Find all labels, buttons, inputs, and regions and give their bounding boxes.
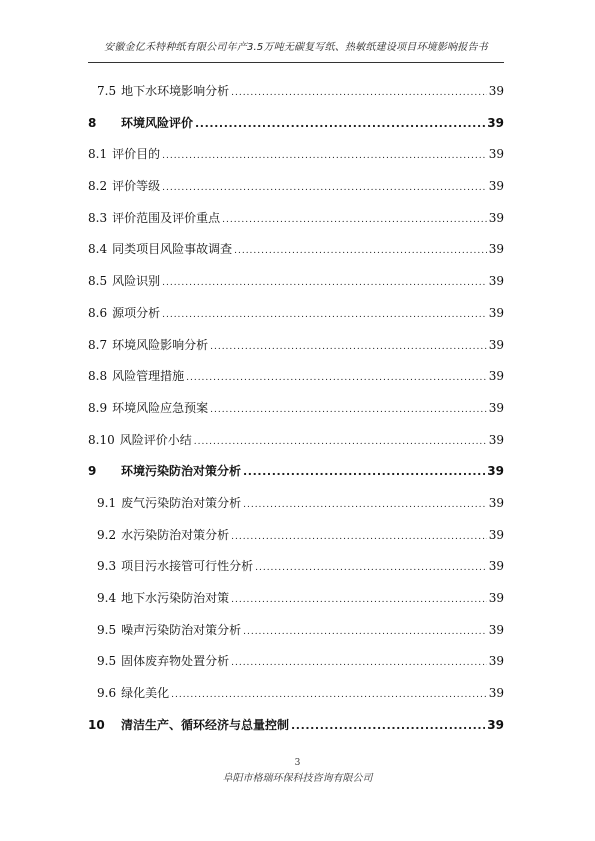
toc-entry-title: 废气污染防治对策分析: [121, 495, 242, 510]
toc-dot-leader: [291, 710, 485, 742]
toc-entry-number: 9.4: [97, 591, 117, 605]
toc-entry-page: 39: [488, 654, 504, 669]
toc-entry-title: 清洁生产、循环经济与总量控制: [121, 717, 290, 732]
toc-entry[interactable]: [88, 551, 504, 583]
toc-entry-title: 地下水环境影响分析: [121, 84, 230, 98]
toc-entry-title: 风险评价小结: [119, 432, 192, 447]
toc-entry-title: 项目污水接管可行性分析: [121, 559, 254, 574]
toc-dot-leader: [231, 648, 487, 680]
toc-entry-page: 39: [488, 337, 504, 352]
toc-entry-number: 9.6: [97, 686, 117, 701]
toc-entry[interactable]: [88, 361, 504, 393]
toc-entry-page: 39: [488, 591, 504, 605]
toc-dot-leader: [162, 141, 487, 173]
toc-entry-title: 绿化美化: [121, 686, 170, 701]
toc-entry[interactable]: [88, 393, 504, 425]
toc-entry-title: 环境风险应急预案: [112, 400, 209, 415]
toc-entry-title: 风险管理措施: [112, 369, 185, 384]
toc-entry[interactable]: [88, 203, 504, 235]
toc-entry-page: 39: [488, 369, 504, 384]
toc-entry-page: 39: [488, 210, 504, 225]
toc-entry[interactable]: [88, 646, 504, 678]
header-rule: [88, 62, 504, 63]
toc-entry-page: 39: [488, 400, 504, 415]
toc-entry-title: 源项分析: [112, 305, 161, 320]
toc-entry[interactable]: [88, 678, 504, 710]
toc-dot-leader: [255, 553, 487, 585]
toc-dot-leader: [162, 173, 487, 205]
toc-entry-page: 39: [488, 686, 504, 701]
toc-entry[interactable]: [88, 171, 504, 203]
toc-entry[interactable]: [88, 615, 504, 647]
toc-entry-page: 39: [488, 274, 504, 289]
toc-entry-number: 8: [88, 115, 97, 130]
toc-dot-leader: [171, 680, 487, 712]
toc-entry-page: 39: [487, 464, 504, 479]
toc-entry-page: 39: [488, 559, 504, 574]
toc-entry-page: 39: [488, 242, 504, 257]
toc-entry-number: 8.9: [88, 400, 108, 415]
toc-dot-leader: [162, 300, 487, 332]
toc-entry-title: 评价目的: [112, 147, 161, 162]
toc-entry-title: 风险识别: [112, 274, 161, 289]
toc-entry-page: 39: [488, 179, 504, 194]
toc-dot-leader: [231, 585, 487, 617]
toc-entry-number: 8.3: [88, 210, 108, 225]
toc-entry[interactable]: [88, 456, 504, 488]
toc-dot-leader: [222, 205, 487, 237]
toc-entry-title: 固体废弃物处置分析: [121, 654, 230, 669]
toc-dot-leader: [231, 78, 487, 110]
toc-entry-page: 39: [487, 717, 504, 732]
toc-dot-leader: [231, 522, 487, 554]
toc-entry-title: 水污染防治对策分析: [121, 527, 230, 542]
toc-entry-number: 9.2: [97, 527, 117, 542]
toc-entry-number: 10: [88, 717, 105, 732]
toc-dot-leader: [234, 236, 487, 268]
toc-entry-number: 8.5: [88, 274, 108, 289]
toc-entry-title: 噪声污染防治对策分析: [121, 622, 242, 637]
toc-entry-page: 39: [488, 495, 504, 510]
toc-entry-number: 7.5: [97, 84, 117, 98]
toc-entry-title: 环境污染防治对策分析: [121, 464, 242, 479]
toc-dot-leader: [210, 395, 487, 427]
toc-entry-number: 8.6: [88, 305, 108, 320]
toc-entry-title: 同类项目风险事故调查: [112, 242, 233, 257]
running-header: 安徽金亿禾特种纸有限公司年产3.5万吨无碳复写纸、热敏纸建设项目环境影响报告书: [104, 42, 488, 53]
table-of-contents: [88, 76, 504, 741]
toc-entry[interactable]: [88, 710, 504, 742]
toc-entry-number: 8.8: [88, 369, 108, 384]
toc-entry-number: 9.1: [97, 495, 117, 510]
toc-dot-leader: [194, 427, 487, 459]
toc-entry[interactable]: [88, 76, 504, 108]
running-footer: 阜阳市格瑞环保科技咨询有限公司: [222, 773, 373, 784]
toc-entry-page: 39: [487, 115, 504, 130]
toc-entry[interactable]: [88, 108, 504, 140]
toc-entry-number: 8.1: [88, 147, 108, 162]
toc-entry[interactable]: [88, 266, 504, 298]
toc-entry-page: 39: [488, 147, 504, 162]
toc-dot-leader: [210, 332, 487, 364]
toc-entry-title: 评价等级: [112, 179, 161, 194]
toc-entry-title: 环境风险影响分析: [112, 337, 209, 352]
toc-entry[interactable]: [88, 583, 504, 615]
toc-entry-number: 9.5: [97, 622, 117, 637]
toc-dot-leader: [162, 268, 487, 300]
toc-entry-number: 8.2: [88, 179, 108, 194]
toc-entry[interactable]: [88, 425, 504, 457]
toc-entry[interactable]: [88, 488, 504, 520]
toc-entry-number: 9: [88, 464, 97, 479]
toc-entry-number: 8.4: [88, 242, 108, 257]
toc-entry-page: 39: [488, 305, 504, 320]
toc-entry-page: 39: [488, 84, 504, 98]
toc-entry-title: 环境风险评价: [121, 115, 194, 130]
toc-entry-page: 39: [488, 527, 504, 542]
toc-entry[interactable]: [88, 520, 504, 552]
toc-dot-leader: [195, 108, 485, 140]
page-number: 3: [294, 758, 301, 768]
toc-entry-page: 39: [488, 622, 504, 637]
toc-dot-leader: [243, 490, 487, 522]
toc-entry[interactable]: [88, 139, 504, 171]
toc-entry-title: 地下水污染防治对策: [121, 591, 230, 605]
toc-entry-page: 39: [488, 432, 504, 447]
toc-entry-title: 评价范围及评价重点: [112, 210, 221, 225]
toc-dot-leader: [243, 617, 487, 649]
toc-dot-leader: [186, 363, 487, 395]
toc-entry-number: 8.7: [88, 337, 108, 352]
toc-dot-leader: [243, 456, 485, 488]
toc-entry-number: 9.3: [97, 559, 117, 574]
toc-entry[interactable]: [88, 330, 504, 362]
toc-entry[interactable]: [88, 234, 504, 266]
toc-entry-number: 8.10: [88, 432, 115, 447]
toc-entry[interactable]: [88, 298, 504, 330]
toc-entry-number: 9.5: [97, 654, 117, 669]
